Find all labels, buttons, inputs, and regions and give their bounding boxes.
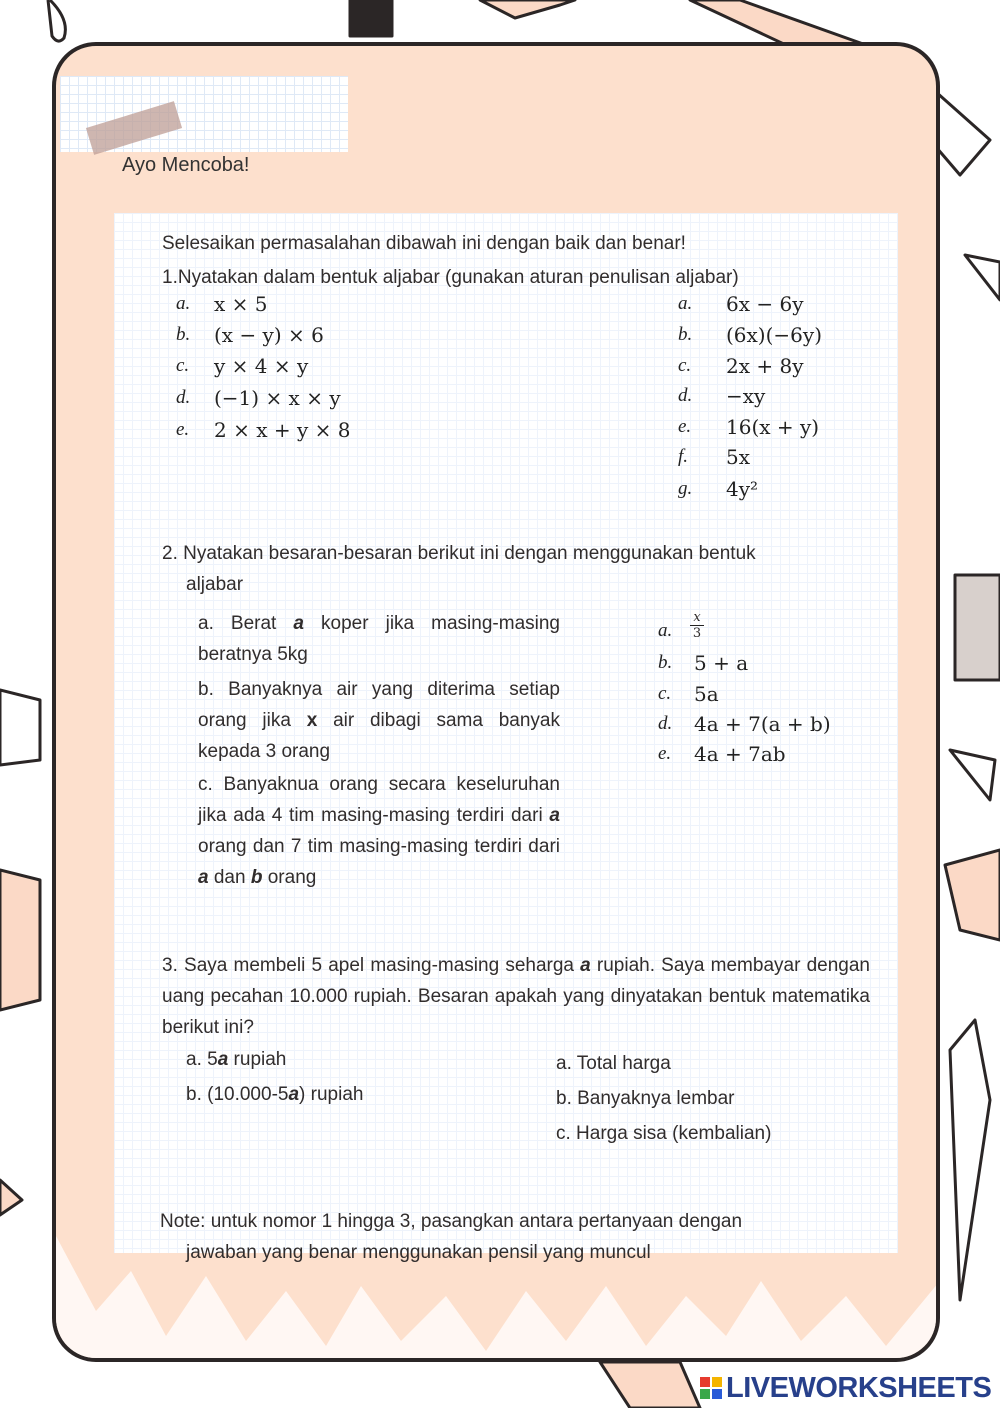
q1-left-expression[interactable]: (−1) × x × y [214,386,341,410]
q2-item-c-text: orang dan 7 tim masing-masing terdiri dari [198,836,560,857]
q1-right-expression[interactable]: (6x)(−6y) [726,323,822,347]
q1-right-label: d. [678,385,693,406]
q2-answer-expression[interactable]: 5a [694,682,719,706]
q2-answer-expression[interactable]: 4a + 7(a + b) [694,712,831,736]
q3-prompt-text: 3. Saya membeli 5 apel masing-masing seharga [162,955,581,976]
triangle-doodle [965,255,1000,300]
variable-a: a [288,1084,300,1105]
q1-prompt: 1.Nyatakan dalam bentuk aljabar (gunakan aturan penulisan aljabar) [162,267,739,288]
q3-left-item-text: ) rupiah [299,1084,364,1105]
q1-left-expression[interactable]: 2 × x + y × 8 [214,418,351,442]
q3-prompt-text: rupiah. Saya membayar dengan uang pecahan 10.000 rupiah. Besaran apakah yang dinyatakan bentuk matematika berikut ini? [162,955,870,1038]
q2-answer-label: e. [658,743,672,764]
q1-right-expression[interactable]: 2x + 8y [726,354,804,378]
q3-right-item[interactable]: a. Total harga [556,1053,671,1074]
q2-answer-label: b. [658,652,673,673]
q1-right-label: c. [678,355,692,376]
liveworksheets-watermark[interactable]: LIVEWORKSHEETS [726,1372,992,1404]
q2-answer-label: d. [658,713,673,734]
variable-a: a [217,1049,229,1070]
liveworksheets-logo-icon [700,1377,722,1399]
ruler-doodle [0,870,40,1010]
q1-left-expression[interactable]: (x − y) × 6 [214,323,324,347]
page-title: Ayo Mencoba! [122,154,250,176]
triangle-doodle [0,1180,22,1215]
q1-right-expression[interactable]: 4y² [726,477,759,501]
q3-right-item[interactable]: b. Banyaknya lembar [556,1088,735,1109]
q2-item-c-text: orang [262,867,317,888]
ruler-doodle [600,1362,700,1408]
q3-left-item-b[interactable] [186,1083,363,1107]
compass-doodle [950,1020,990,1300]
q2-prompt-line2: aljabar [186,574,244,595]
q3-left-item-text: rupiah [228,1049,287,1070]
q2-item-a-text: a. Berat [198,613,294,634]
variable-x: x [306,710,318,731]
q2-answer-expression[interactable]: 4a + 7ab [694,742,786,766]
note-line2: jawaban yang benar menggunakan pensil yang muncul [186,1242,651,1263]
q1-left-label: d. [176,387,191,408]
variable-a: a [580,955,591,976]
q2-item-c-text: c. Banyaknua orang secara keseluruhan jika ada 4 tim masing-masing terdiri dari [198,774,560,826]
tape-doodle [955,575,1000,680]
variable-b: b [250,867,263,888]
q3-prompt [162,950,870,1043]
pencil-doodle [350,0,392,36]
q1-left-label: e. [176,419,190,440]
q3-left-item-text: b. (10.000-5 [186,1084,289,1105]
q1-left-label: b. [176,324,191,345]
q2-answer-expression[interactable]: 5 + a [694,651,749,675]
fraction-numerator: x [693,610,701,625]
instruction-text: Selesaikan permasalahan dibawah ini dengan baik dan benar! [162,233,686,254]
variable-a: a [293,613,304,634]
sharpener-doodle [0,690,40,765]
q1-left-expression[interactable]: y × 4 × y [214,354,309,378]
q2-item-c[interactable] [198,769,560,893]
q2-item-a[interactable] [198,608,560,670]
q2-item-b-text: air dibagi sama banyak kepada 3 orang [198,710,561,762]
q1-right-expression[interactable]: −xy [726,384,766,408]
q2-item-b[interactable] [198,674,560,767]
q1-right-label: a. [678,293,693,314]
q2-answer-fraction[interactable] [690,611,704,640]
q2-item-a-text: koper jika masing-masing beratnya 5kg [198,613,560,665]
q1-right-expression[interactable]: 16(x + y) [726,415,820,439]
q2-item-c-text: dan [208,867,251,888]
q1-right-label: e. [678,416,692,437]
q2-answer-label: a. [658,620,673,641]
triangle-doodle [950,750,995,800]
q1-right-label: b. [678,324,693,345]
variable-a: a [198,867,209,888]
q1-left-expression[interactable]: x × 5 [214,292,268,316]
q3-left-item-text: a. 5 [186,1049,218,1070]
ruler-doodle [945,850,1000,940]
q1-right-expression[interactable]: 5x [726,445,751,469]
q2-prompt-line1: 2. Nyatakan besaran-besaran berikut ini dengan menggunakan bentuk [162,543,756,564]
note-line1: Note: untuk nomor 1 hingga 3, pasangkan antara pertanyaan dengan [160,1211,743,1232]
q1-right-expression[interactable]: 6x − 6y [726,292,804,316]
fraction-denominator: 3 [692,626,702,641]
q3-left-item-a[interactable] [186,1048,286,1072]
ruler-doodle [480,0,575,18]
q2-answer-label: c. [658,683,672,704]
q1-right-label: f. [678,446,689,467]
variable-a: a [549,805,560,826]
q2-item-b-text: b. Banyaknya air yang diterima setiap orang jika [198,679,560,731]
q1-right-label: g. [678,478,693,499]
clip-doodle [48,0,65,41]
q1-left-label: a. [176,293,191,314]
q1-left-label: c. [176,355,190,376]
q3-right-item[interactable]: c. Harga sisa (kembalian) [556,1123,772,1144]
